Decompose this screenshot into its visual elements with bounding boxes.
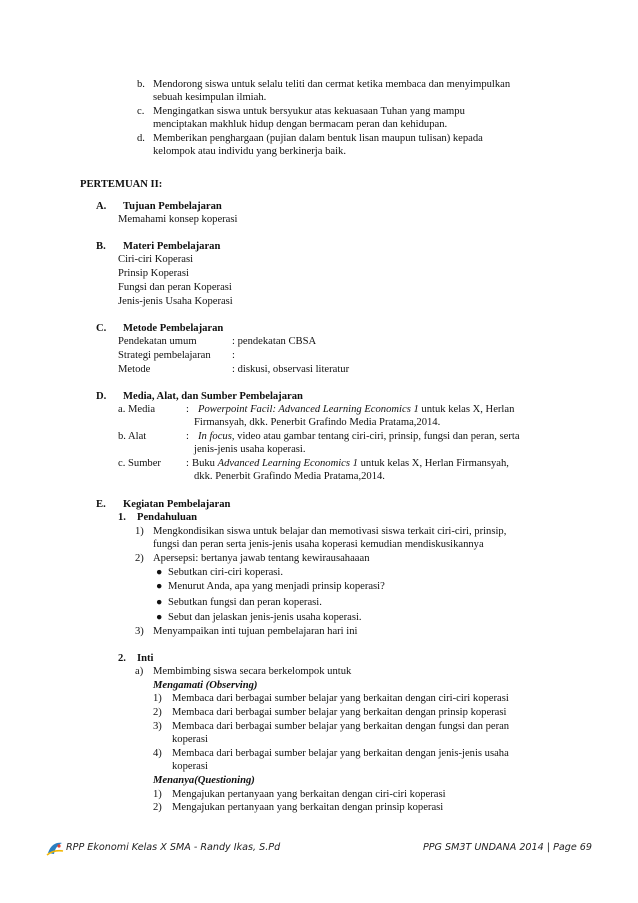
section-text: Memahami konsep koperasi <box>118 214 238 225</box>
alat-rest: , video atau gambar tentang ciri-ciri, prinsip, fungsi dan peran, serta <box>231 431 520 442</box>
ppg-logo-icon <box>46 840 64 856</box>
list-marker: 1) <box>153 789 162 800</box>
alat-desc <box>198 430 520 443</box>
media-rest: untuk kelas X, Herlan <box>418 404 515 415</box>
list-marker: 3) <box>153 721 162 732</box>
bullet-icon: ● <box>156 612 163 623</box>
list-text: Mengajukan pertanyaan yang berkaitan dengan prinsip koperasi <box>172 802 444 813</box>
method-value: : pendekatan CBSA <box>232 336 317 347</box>
bullet-item: Sebutkan fungsi dan peran koperasi. <box>168 597 322 608</box>
list-text: menciptakan makhluk hidup dengan bermacam peran dan kehidupan. <box>153 119 448 130</box>
method-label: Strategi pembelajaran <box>118 350 211 361</box>
sumber-colon: : <box>186 458 189 469</box>
list-text: koperasi <box>172 734 208 745</box>
list-marker: 1) <box>135 526 144 537</box>
sumber-italic: Advanced Learning Economics 1 <box>217 458 358 469</box>
section-title: Kegiatan Pembelajaran <box>123 499 231 510</box>
list-text: Membimbing siswa secara berkelompok untuk <box>153 666 352 677</box>
list-marker: b. <box>137 79 145 90</box>
list-text: Mengkondisikan siswa untuk belajar dan memotivasi siswa terkait ciri-ciri, prinsip, <box>153 526 507 537</box>
list-marker: c. <box>137 106 145 117</box>
subsection-marker: 2. <box>118 653 126 664</box>
method-value: : diskusi, observasi literatur <box>232 364 350 375</box>
list-item: Fungsi dan peran Koperasi <box>118 282 232 293</box>
list-text: Membaca dari berbagai sumber belajar yang berkaitan dengan fungsi dan peran <box>172 721 510 732</box>
list-item: Ciri-ciri Koperasi <box>118 254 194 265</box>
list-text: kelompok atau individu yang berkinerja baik. <box>153 146 346 157</box>
section-marker: B. <box>96 241 106 252</box>
observing-title: Mengamati (Observing) <box>153 680 258 691</box>
sumber-desc <box>192 457 509 470</box>
bullet-icon: ● <box>156 581 163 592</box>
media-colon: : <box>186 404 189 415</box>
list-text: Menyampaikan inti tujuan pembelajaran hari ini <box>153 626 358 637</box>
alat-colon: : <box>186 431 189 442</box>
list-text: Membaca dari berbagai sumber belajar yang berkaitan dengan jenis-jenis usaha <box>172 748 509 759</box>
list-marker: 2) <box>153 707 162 718</box>
list-text: fungsi dan peran serta jenis-jenis usaha koperasi kemudian mendiskusikannya <box>153 539 484 550</box>
section-marker: C. <box>96 323 107 334</box>
bullet-icon: ● <box>156 597 163 608</box>
sumber-rest: untuk kelas X, Herlan Firmansyah, <box>357 458 509 469</box>
list-marker: 3) <box>135 626 144 637</box>
section-title: Tujuan Pembelajaran <box>123 201 222 212</box>
bullet-icon: ● <box>156 567 163 578</box>
list-marker: 4) <box>153 748 162 759</box>
list-item: Prinsip Koperasi <box>118 268 189 279</box>
list-text: Apersepsi: bertanya jawab tentang kewirausahaaan <box>153 553 370 564</box>
method-label: Metode <box>118 364 151 375</box>
list-text: Mendorong siswa untuk selalu teliti dan cermat ketika membaca dan menyimpulkan <box>153 79 511 90</box>
sumber-pre: Buku <box>192 458 218 469</box>
method-label: Pendekatan umum <box>118 336 197 347</box>
list-item: Jenis-jenis Usaha Koperasi <box>118 296 233 307</box>
sumber-desc-line2: dkk. Penerbit Grafindo Media Pratama,2014. <box>194 471 385 482</box>
section-title: Materi Pembelajaran <box>123 241 221 252</box>
footer-right: PPG SM3T UNDANA 2014 | Page 69 <box>422 842 592 853</box>
section-marker: E. <box>96 499 106 510</box>
footer-left: RPP Ekonomi Kelas X SMA - Randy Ikas, S.Pd <box>66 842 281 853</box>
media-desc <box>198 403 514 416</box>
bullet-item: Menurut Anda, apa yang menjadi prinsip koperasi? <box>168 581 385 592</box>
media-desc-line2: Firmansyah, dkk. Penerbit Grafindo Media Pratama,2014. <box>194 417 441 428</box>
list-text: Mengajukan pertanyaan yang berkaitan dengan ciri-ciri koperasi <box>172 789 446 800</box>
list-marker: 2) <box>135 553 144 564</box>
section-title: Metode Pembelajaran <box>123 323 224 334</box>
subsection-title: Pendahuluan <box>137 512 198 523</box>
method-value: : <box>232 350 235 361</box>
section-title: Media, Alat, dan Sumber Pembelajaran <box>123 391 303 402</box>
list-marker: 2) <box>153 802 162 813</box>
page-footer <box>46 840 592 858</box>
list-text: sebuah kesimpulan ilmiah. <box>153 92 267 103</box>
alat-label: b. Alat <box>118 431 147 442</box>
questioning-title: Menanya(Questioning) <box>153 775 255 786</box>
alat-desc-line2: jenis-jenis usaha koperasi. <box>194 444 306 455</box>
list-text: Membaca dari berbagai sumber belajar yang berkaitan dengan ciri-ciri koperasi <box>172 693 509 704</box>
media-title: Powerpoint Facil: Advanced Learning Economics 1 <box>198 404 419 415</box>
list-text: Mengingatkan siswa untuk bersyukur atas kekuasaan Tuhan yang mampu <box>153 106 465 117</box>
list-marker: 1) <box>153 693 162 704</box>
bullet-item: Sebutkan ciri-ciri koperasi. <box>168 567 284 578</box>
list-text: Membaca dari berbagai sumber belajar yang berkaitan dengan prinsip koperasi <box>172 707 507 718</box>
meeting-title: PERTEMUAN II: <box>80 179 163 190</box>
media-label: a. Media <box>118 404 156 415</box>
subsection-title: Inti <box>137 653 154 664</box>
section-marker: D. <box>96 391 107 402</box>
list-marker: d. <box>137 133 145 144</box>
bullet-item: Sebut dan jelaskan jenis-jenis usaha koperasi. <box>168 612 362 623</box>
list-text: Memberikan penghargaan (pujian dalam bentuk lisan maupun tulisan) kepada <box>153 133 483 144</box>
sumber-label: c. Sumber <box>118 458 161 469</box>
section-marker: A. <box>96 201 107 212</box>
subsection-marker: 1. <box>118 512 126 523</box>
list-text: koperasi <box>172 761 208 772</box>
list-marker: a) <box>135 666 144 677</box>
alat-italic: In focus <box>198 431 232 442</box>
